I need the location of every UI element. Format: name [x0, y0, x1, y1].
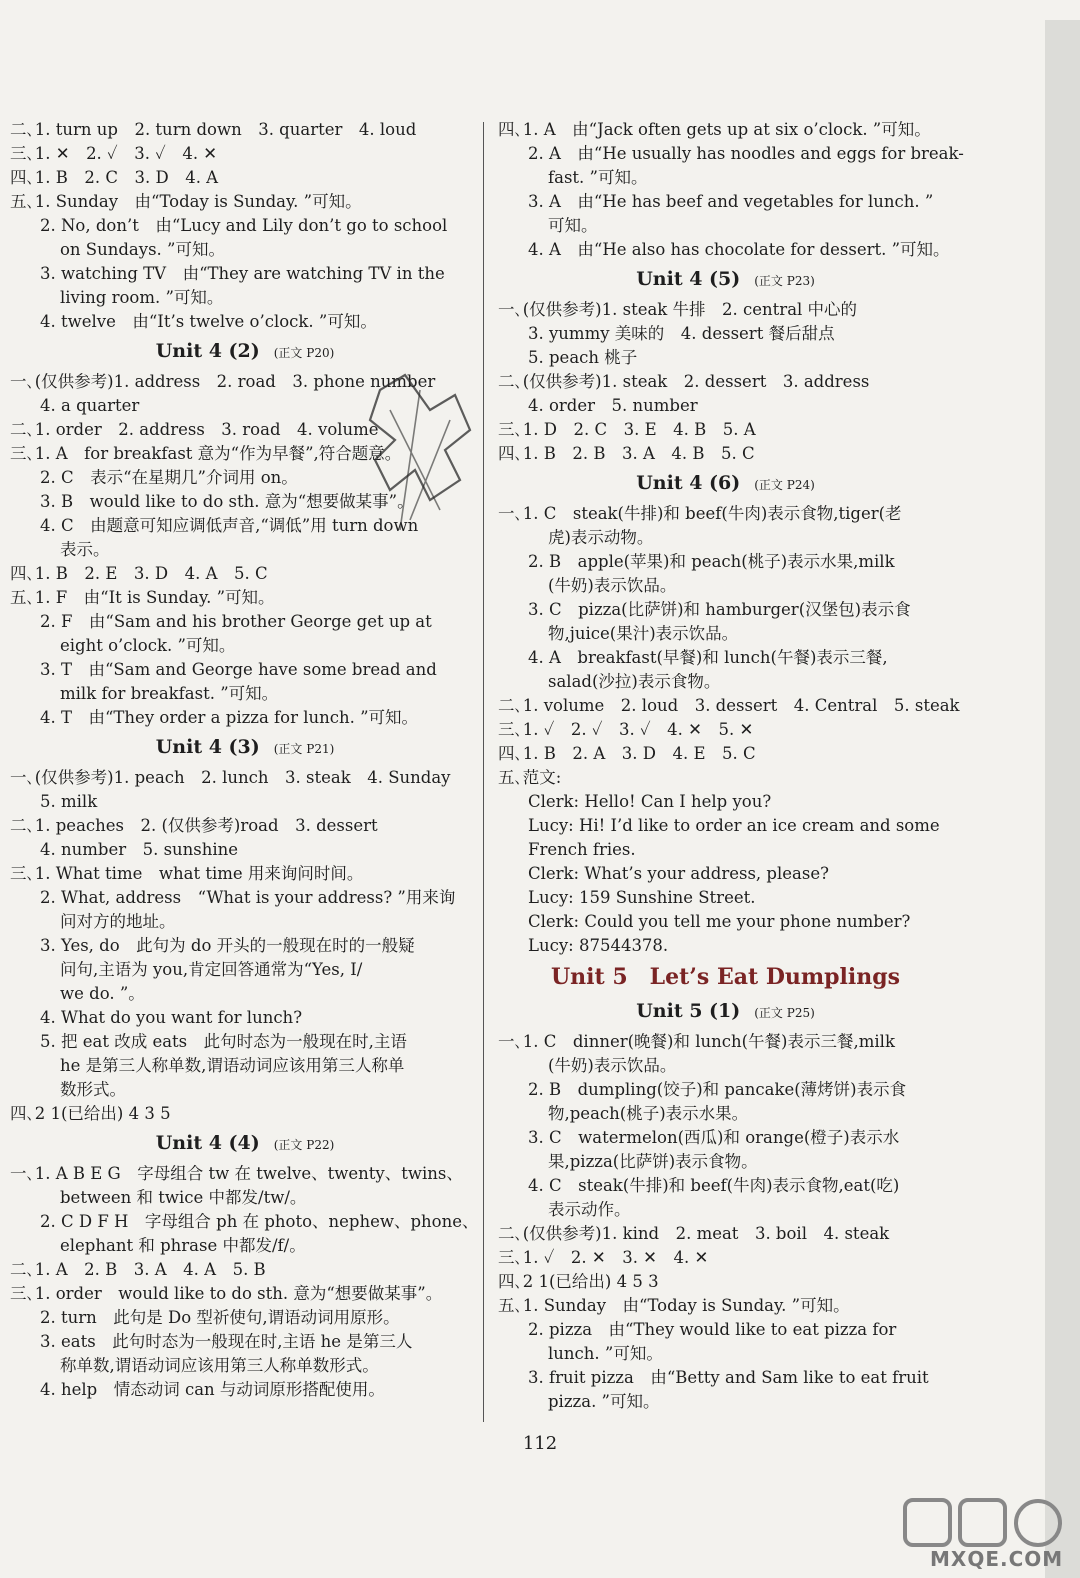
answer-line: Clerk: Hello! Can I help you?: [528, 792, 772, 811]
right-column: [498, 118, 964, 1414]
section-heading-text: Unit 4 (6): [636, 472, 741, 494]
answer-line: 三､1. What time what time 用来询问时间。: [10, 864, 364, 883]
answer-line: 3. Yes, do 此句为 do 开头的一般现在时的一般疑: [40, 936, 415, 955]
answer-line: 3. A 由“He has beef and vegetables for lunch. ”: [528, 192, 934, 211]
section-heading-text: Unit 4 (5): [636, 268, 741, 290]
answer-line: 2. B apple(苹果)和 peach(桃子)表示水果,milk: [528, 552, 895, 571]
answer-line: fast. ”可知。: [548, 168, 648, 187]
answer-line: 4. order 5. number: [528, 396, 698, 415]
section-heading: [10, 1128, 480, 1160]
answer-line: 三､1. A for breakfast 意为“作为早餐”,符合题意。: [10, 444, 402, 463]
answer-logo-icon: [900, 1495, 1070, 1555]
answer-line: 4. twelve 由“It’s twelve o’clock. ”可知。: [40, 312, 377, 331]
answer-line: Lucy: Hi! I’d like to order an ice cream and some: [528, 816, 940, 835]
answer-line: on Sundays. ”可知。: [60, 240, 225, 259]
answer-line: living room. ”可知。: [60, 288, 224, 307]
answer-line: elephant 和 phrase 中都发/f/。: [60, 1236, 306, 1255]
answer-line: Clerk: What’s your address, please?: [528, 864, 829, 883]
answer-line: 数形式。: [60, 1080, 126, 1099]
answer-line: 2. turn 此句是 Do 型祈使句,谓语动词用原形。: [40, 1308, 400, 1327]
answer-line: 五､范文:: [498, 768, 562, 787]
left-column: [10, 118, 480, 1402]
answer-line: 一､1. C steak(牛排)和 beef(牛肉)表示食物,tiger(老: [498, 504, 902, 523]
answer-line: 三､1. order would like to do sth. 意为“想要做某事”。: [10, 1284, 443, 1303]
textbook-page-ref: (正文 P21): [273, 742, 335, 756]
answer-line: 五､1. Sunday 由“Today is Sunday. ”可知。: [498, 1296, 850, 1315]
textbook-page-ref: (正文 P20): [273, 346, 335, 360]
answer-line: Lucy: 159 Sunshine Street.: [528, 888, 756, 907]
answer-line: lunch. ”可知。: [548, 1344, 663, 1363]
answer-line: 2. B dumpling(饺子)和 pancake(薄烤饼)表示食: [528, 1080, 907, 1099]
answer-line: 三､1. ✓ 2. ✕ 3. ✕ 4. ✕: [498, 1248, 709, 1267]
answer-line: 二､1. order 2. address 3. road 4. volume: [10, 420, 379, 439]
answer-line: 表示。: [60, 540, 110, 559]
answer-line: 表示动作。: [548, 1200, 631, 1219]
answer-line: 可知。: [548, 216, 598, 235]
answer-line: 2. What, address “What is your address? ”用来询: [40, 888, 456, 907]
answer-line: 4. T 由“They order a pizza for lunch. ”可知。: [40, 708, 419, 727]
answer-line: 2. C 表示“在星期几”介词用 on。: [40, 468, 298, 487]
answer-line: 四､1. A 由“Jack often gets up at six o’clock. ”可知。: [498, 120, 931, 139]
textbook-page-ref: (正文 P23): [754, 274, 815, 288]
page-number: 112: [522, 1433, 558, 1454]
answer-line: salad(沙拉)表示食物。: [548, 672, 721, 691]
handwritten-stamp-icon: [360, 370, 480, 540]
textbook-page-ref: (正文 P22): [273, 1138, 335, 1152]
watermark-logo: [900, 1495, 1070, 1575]
answer-line: 五､1. F 由“It is Sunday. ”可知。: [10, 588, 275, 607]
answer-line: 果,pizza(比萨饼)表示食物。: [548, 1152, 758, 1171]
answer-line: 三､1. ✕ 2. ✓ 3. ✓ 4. ✕: [10, 144, 218, 163]
answer-line: 三､1. ✓ 2. ✓ 3. ✓ 4. ✕ 5. ✕: [498, 720, 754, 739]
answer-line: 一､1. C dinner(晚餐)和 lunch(午餐)表示三餐,milk: [498, 1032, 895, 1051]
answer-line: 3. watching TV 由“They are watching TV in the: [40, 264, 445, 283]
answer-line: 4. A breakfast(早餐)和 lunch(午餐)表示三餐,: [528, 648, 888, 667]
textbook-page-ref: (正文 P25): [754, 1006, 815, 1020]
answer-line: 3. fruit pizza 由“Betty and Sam like to eat fruit: [528, 1368, 929, 1387]
section-heading: [498, 996, 953, 1028]
answer-line: 五､1. Sunday 由“Today is Sunday. ”可知。: [10, 192, 362, 211]
answer-line: (牛奶)表示饮品。: [548, 576, 677, 595]
answer-line: 4. A 由“He also has chocolate for dessert. ”可知。: [528, 240, 950, 259]
section-heading-text: Unit 5 (1): [636, 1000, 741, 1022]
section-heading: [498, 264, 953, 296]
answer-line: 四､1. B 2. E 3. D 4. A 5. C: [10, 564, 268, 583]
answer-line: 2. C D F H 字母组合 ph 在 photo、nephew、phone、: [40, 1212, 479, 1231]
section-heading: [498, 468, 953, 500]
answer-line: 3. T 由“Sam and George have some bread and: [40, 660, 437, 679]
answer-line: 二､(仅供参考)1. steak 2. dessert 3. address: [498, 372, 870, 391]
answer-line: 4. C 由题意可知应调低声音,“调低”用 turn down: [40, 516, 419, 535]
textbook-page-ref: (正文 P24): [754, 478, 815, 492]
answer-line: 称单数,谓语动词应该用第三人称单数形式。: [60, 1356, 379, 1375]
answer-line: 一､(仅供参考)1. steak 牛排 2. central 中心的: [498, 300, 858, 319]
watermark-text: MXQE.COM: [930, 1547, 1064, 1571]
answer-line: 四､1. B 2. B 3. A 4. B 5. C: [498, 444, 755, 463]
answer-line: Clerk: Could you tell me your phone number?: [528, 912, 911, 931]
answer-line: 3. eats 此句时态为一般现在时,主语 he 是第三人: [40, 1332, 413, 1351]
answer-line: 2. No, don’t 由“Lucy and Lily don’t go to school: [40, 216, 448, 235]
answer-line: 5. 把 eat 改成 eats 此句时态为一般现在时,主语: [40, 1032, 407, 1051]
answer-line: 四､2 1(已给出) 4 3 5: [10, 1104, 171, 1123]
answer-line: 一､(仅供参考)1. peach 2. lunch 3. steak 4. Sunday: [10, 768, 451, 787]
answer-line: pizza. ”可知。: [548, 1392, 660, 1411]
answer-line: 三､1. D 2. C 3. E 4. B 5. A: [498, 420, 756, 439]
answer-line: 3. yummy 美味的 4. dessert 餐后甜点: [528, 324, 835, 343]
answer-line: he 是第三人称单数,谓语动词应该用第三人称单: [60, 1056, 405, 1075]
answer-line: 2. F 由“Sam and his brother George get up at: [40, 612, 432, 631]
answer-line: 二､1. volume 2. loud 3. dessert 4. Central 5. steak: [498, 696, 960, 715]
answer-line: 四､1. B 2. A 3. D 4. E 5. C: [498, 744, 756, 763]
answer-line: 物,peach(桃子)表示水果。: [548, 1104, 749, 1123]
section-heading-text: Unit 4 (4): [155, 1132, 260, 1154]
column-divider: [483, 122, 484, 1422]
answer-line: 二､1. peaches 2. (仅供参考)road 3. dessert: [10, 816, 378, 835]
answer-line: 一､1. A B E G 字母组合 tw 在 twelve、twenty、twins、: [10, 1164, 463, 1183]
page-edge-shadow: [1045, 20, 1080, 1578]
answer-line: (牛奶)表示饮品。: [548, 1056, 677, 1075]
answer-line: Lucy: 87544378.: [528, 936, 669, 955]
answer-line: French fries.: [528, 840, 636, 859]
section-heading: [10, 732, 480, 764]
answer-line: 4. number 5. sunshine: [40, 840, 239, 859]
answer-line: 4. C steak(牛排)和 beef(牛肉)表示食物,eat(吃): [528, 1176, 900, 1195]
answer-line: 4. What do you want for lunch?: [40, 1008, 303, 1027]
answer-line: 一､(仅供参考)1. address 2. road 3. phone number: [10, 372, 436, 391]
answer-line: 3. C pizza(比萨饼)和 hamburger(汉堡包)表示食: [528, 600, 911, 619]
answer-line: 4. help 情态动词 can 与动词原形搭配使用。: [40, 1380, 385, 1399]
answer-line: 问对方的地址。: [60, 912, 176, 931]
answer-line: 5. milk: [40, 792, 98, 811]
answer-line: eight o’clock. ”可知。: [60, 636, 236, 655]
section-heading-text: Unit 4 (3): [155, 736, 260, 758]
section-heading: [10, 336, 480, 368]
answer-line: 四､1. B 2. C 3. D 4. A: [10, 168, 219, 187]
answer-line: 2. pizza 由“They would like to eat pizza for: [528, 1320, 897, 1339]
answer-line: 二､(仅供参考)1. kind 2. meat 3. boil 4. steak: [498, 1224, 890, 1243]
answer-line: 二､1. A 2. B 3. A 4. A 5. B: [10, 1260, 266, 1279]
section-heading-text: Unit 4 (2): [155, 340, 260, 362]
answer-line: between 和 twice 中都发/tw/。: [60, 1188, 307, 1207]
answer-line: 二､1. turn up 2. turn down 3. quarter 4. loud: [10, 120, 417, 139]
answer-line: 4. a quarter: [40, 396, 140, 415]
answer-line: 3. B would like to do sth. 意为“想要做某事”。: [40, 492, 414, 511]
answer-line: we do. ”。: [60, 984, 145, 1003]
answer-line: 虎)表示动物。: [548, 528, 654, 547]
answer-line: 物,juice(果汁)表示饮品。: [548, 624, 739, 643]
answer-line: 四､2 1(已给出) 4 5 3: [498, 1272, 659, 1291]
unit-title: Unit 5 Let’s Eat Dumplings: [550, 964, 901, 990]
answer-line: 3. C watermelon(西瓜)和 orange(橙子)表示水: [528, 1128, 900, 1147]
answer-line: 问句,主语为 you,肯定回答通常为“Yes, I/: [60, 960, 363, 979]
answer-line: 5. peach 桃子: [528, 348, 638, 367]
answer-line: 2. A 由“He usually has noodles and eggs for break-: [528, 144, 964, 163]
answer-line: milk for breakfast. ”可知。: [60, 684, 279, 703]
